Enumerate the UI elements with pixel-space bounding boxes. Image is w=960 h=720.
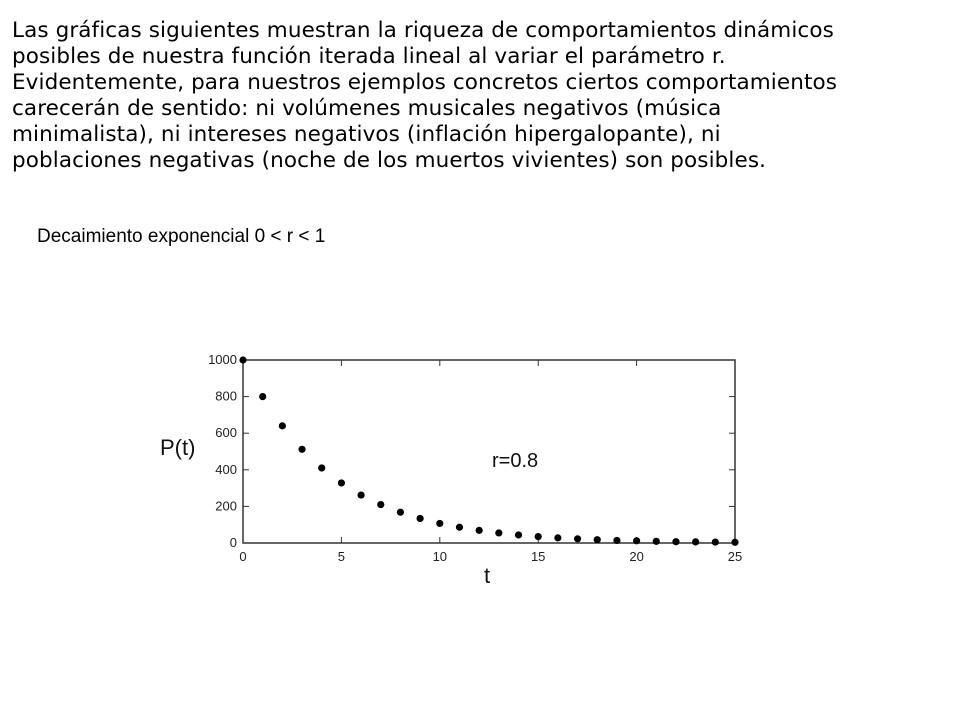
data-point [731, 539, 738, 546]
data-point [436, 520, 443, 527]
data-point [712, 538, 719, 545]
y-tick-label: 800 [215, 388, 237, 404]
data-point [672, 538, 679, 545]
paragraph-line: minimalista), ni intereses negativos (inflación hipergalopante), ni [12, 122, 721, 147]
x-tick-label: 5 [337, 549, 346, 564]
data-points [239, 356, 738, 545]
tick-group [208, 352, 742, 564]
x-tick-label: 15 [530, 549, 546, 564]
data-point [239, 356, 246, 363]
intro-paragraph [12, 18, 952, 174]
data-point [259, 393, 266, 400]
data-point [279, 422, 286, 429]
x-tick-label: 0 [239, 549, 247, 564]
y-axis-label: P(t) [160, 435, 196, 460]
data-point [476, 527, 483, 534]
data-point [633, 537, 640, 544]
y-tick-label: 200 [215, 498, 237, 514]
chart-subtitle: Decaimiento exponencial 0 < r < 1 [37, 226, 326, 247]
plot-frame [243, 360, 735, 543]
x-tick-label: 20 [629, 549, 644, 564]
y-tick-label: 400 [215, 461, 237, 477]
y-tick-label: 0 [229, 535, 237, 550]
data-point [495, 529, 502, 536]
data-point [692, 538, 699, 545]
data-point [594, 536, 601, 543]
data-point [613, 537, 620, 544]
paragraph-line: Evidentemente, para nuestros ejemplos concretos ciertos comportamientos [12, 70, 838, 95]
data-point [377, 501, 384, 508]
data-point [298, 446, 305, 453]
y-tick-label: 1000 [208, 352, 237, 367]
paragraph-line: poblaciones negativas (noche de los muertos vivientes) son posibles. [12, 148, 767, 173]
data-point [338, 479, 345, 486]
data-point [397, 509, 404, 516]
data-point [515, 531, 522, 538]
data-point [653, 538, 660, 545]
r-annotation: r=0.8 [492, 450, 539, 472]
data-point [535, 533, 542, 540]
paragraph-line: posibles de nuestra función iterada lineal al variar el parámetro r. [12, 44, 726, 69]
x-axis-label: t [484, 563, 491, 588]
data-point [417, 515, 424, 522]
data-point [357, 491, 364, 498]
x-tick-label: 10 [432, 549, 448, 564]
y-tick-label: 600 [215, 425, 237, 441]
paragraph-line: carecerán de sentido: ni volúmenes musicales negativos (música [12, 96, 722, 121]
paragraph-line: Las gráficas siguientes muestran la riqueza de comportamientos dinámicos [12, 18, 834, 43]
data-point [456, 524, 463, 531]
decay-chart [150, 345, 750, 590]
data-point [574, 535, 581, 542]
x-tick-label: 25 [727, 549, 743, 564]
data-point [318, 464, 325, 471]
data-point [554, 534, 561, 541]
